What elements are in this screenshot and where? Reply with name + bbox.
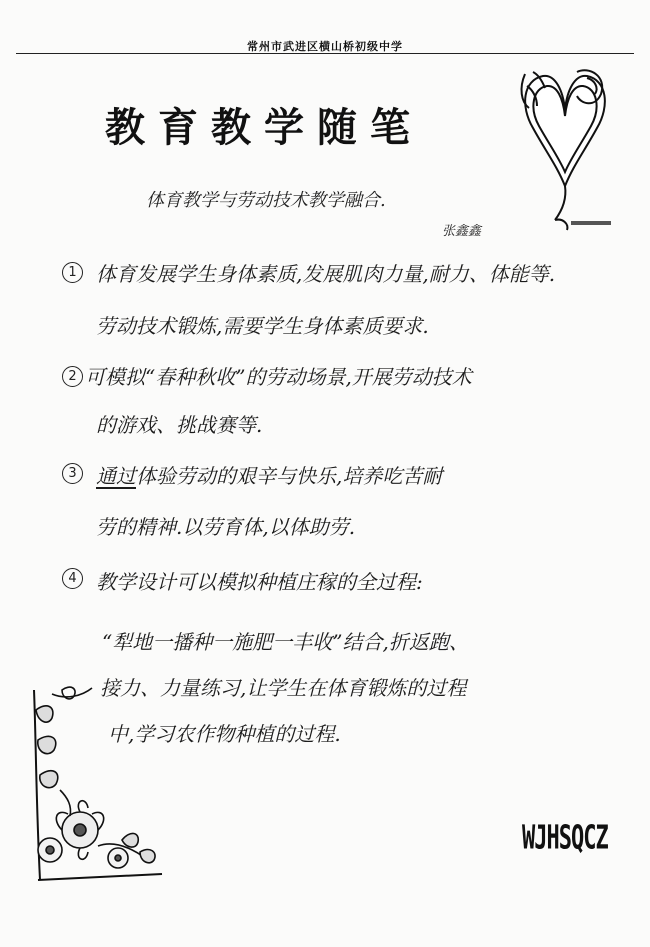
floral-corner-icon (22, 680, 172, 895)
item-1-line-1: 体育发展学生身体素质,发展肌肉力量,耐力、体能等. (96, 262, 556, 286)
subtitle: 体育教学与劳动技术教学融合. (146, 190, 386, 211)
watermark-stamp: WJHSQCZ (522, 820, 608, 858)
item-4-line-3: 接力、力量练习,让学生在体育锻炼的过程 (100, 676, 467, 700)
header-rule (16, 53, 634, 54)
page-title: 教育教学随笔 (105, 104, 423, 151)
school-header: 常州市武进区横山桥初级中学 (247, 40, 403, 53)
item-4-line-4: 中,学习农作物种植的过程. (108, 722, 341, 746)
item-4-number: 4 (62, 568, 83, 589)
item-3-line-1 (96, 460, 442, 489)
item-2-line-2: 的游戏、挑战赛等. (96, 413, 263, 437)
author-name: 张鑫鑫 (442, 224, 482, 239)
item-1-number: 1 (62, 262, 83, 283)
item-4-line-2: “犁地一播种一施肥一丰收”结合,折返跑、 (102, 630, 469, 654)
item-1-line-2: 劳动技术锻炼,需要学生身体素质要求. (96, 314, 429, 338)
item-2-line-1: 可模拟“春种秋收”的劳动场景,开展劳动技术 (85, 365, 472, 389)
item-3-underlined-word: 通过 (96, 464, 136, 488)
item-2-number: 2 (62, 366, 83, 387)
item-3-line-2: 劳的精神.以劳育体,以体助劳. (96, 515, 356, 539)
item-4-line-1: 教学设计可以模拟种植庄稼的全过程: (96, 570, 423, 594)
heart-butterfly-icon (515, 68, 615, 233)
item-3-line-1-text: 体验劳动的艰辛与快乐,培养吃苦耐 (136, 464, 443, 488)
item-3-number: 3 (62, 463, 83, 484)
